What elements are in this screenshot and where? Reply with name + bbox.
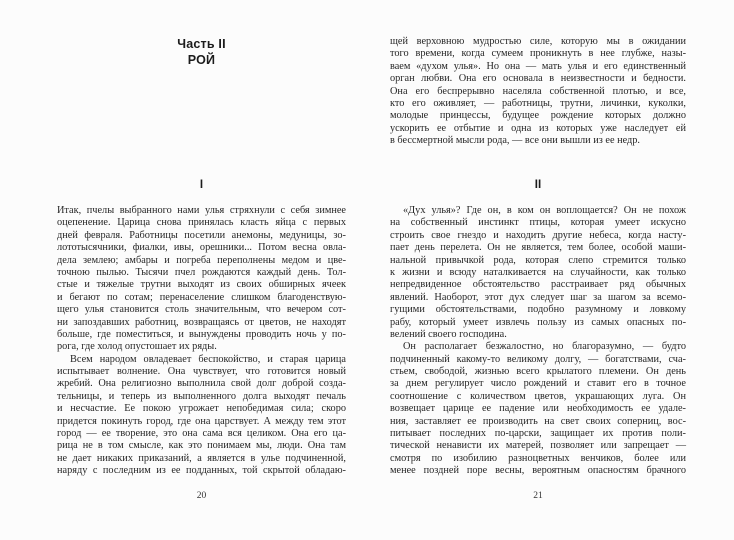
part-title: РОЙ (187, 53, 216, 67)
text-line: соотношение с количеством цветов, украшающих луга. Он (390, 390, 686, 402)
text-line: город — ее творение, это она сама вся целиком. Она его ца- (57, 428, 346, 440)
text-line: больше, где поместиться, и вынуждены проводить ночь у по- (57, 328, 346, 340)
text-line: дела землею; амбары и погреба переполнены медом и цве- (57, 254, 346, 266)
text-line: и бегают по сотам; перенаселение слишком благоденствую- (57, 291, 346, 303)
part-label: Часть II (177, 37, 226, 51)
text-line: Всем народом овладевает беспокойство, и старая царица (70, 353, 346, 365)
section-numeral-left: I (199, 179, 204, 191)
text-line: непредвиденное обстоятельство расстраивает ряд обычных (390, 279, 686, 291)
text-line: пает день перелета. Он не является, тем более, особой маши- (390, 242, 686, 254)
text-line: гущими обстоятельствами, подобно разумному и ловкому (390, 304, 686, 316)
part-heading (57, 36, 346, 68)
text-line: строить свое гнездо и находить другие небеса, когда насту- (390, 229, 686, 241)
text-line: не дает никаких приказаний, а является в улье подчиненной, (57, 452, 346, 464)
text-line: подчиненный какому-то великому долгу, — богатствами, сча- (390, 353, 686, 365)
text-line: щего улья становится столь значительным, что вечером сот- (57, 304, 346, 316)
left-page-body (57, 205, 346, 478)
text-line: испытывает волнение. Она чувствует, что готовится новый (57, 366, 346, 378)
text-line: менее поздней поре весны, вероятным опасностям брачного (390, 465, 686, 477)
left-page (57, 0, 346, 540)
text-line: рога, где холод опустошает их ряды. (57, 341, 217, 353)
text-line: «Дух улья»? Где он, в ком он воплощается? Он не похож (403, 205, 686, 216)
text-line: орган любви. Она его основала в неизвестности и бедности. (390, 73, 686, 85)
right-page-body-top (390, 36, 686, 148)
text-line: наряду с последним из ее подданных, той скрытой обладаю- (57, 465, 346, 477)
text-line: ваем «духом улья». Но она — мать улья и его единственный (390, 60, 686, 72)
text-line: Итак, пчелы выбранного нами улья стряхнули с себя зимнее (57, 205, 346, 216)
text-line: лототысячники, фиалки, ивы, орешники... Потом весна овла- (57, 242, 346, 254)
text-line: тельницы, и теперь из выполненного долга выходят печаль (57, 390, 346, 402)
text-line: к жизни и всюду наталкивается на случайности, как только (390, 266, 686, 278)
right-page-body-main (390, 205, 686, 478)
text-line: ни запоздавших работниц, возвращаясь от цветов, не находят (57, 316, 346, 328)
text-line: придется покинуть город, где она царствует. А между тем этот (57, 415, 346, 427)
page-number-right: 21 (533, 491, 543, 501)
text-line: точною пылью. Тысячи пчел рождаются каждый день. Тол- (57, 266, 346, 278)
text-line: молодые принцессы, будущее рождение которых должно (390, 110, 686, 122)
text-line: кто его оживляет, — работницы, трутни, личинки, куколки, (390, 97, 686, 109)
text-line: возвещает царице ее падение или необходимость ее удале- (390, 403, 686, 415)
text-line: рица не в том смысле, как это понимаем мы, люди. Она там (57, 440, 346, 452)
text-line: Она его беспрерывно населяла собственной плотью, и все, (390, 85, 686, 97)
right-page (390, 0, 686, 540)
text-line: ускорить ее отбытие и одна из которых уже наследует ей (390, 122, 686, 134)
text-line: ния, заставляет ее производить на свет своих соперниц, вос- (390, 415, 686, 427)
text-line: жребий. Она религиозно выполнила свой долг доброй созда- (57, 378, 346, 390)
text-line: стые и тяжелые трутни выходят из своих обширных ячеек (57, 279, 346, 291)
text-line: щей верховною мудростью силе, которую мы в ожидании (390, 36, 686, 47)
text-line: оцепенение. Царица снова принялась класть яйца с первых (57, 217, 346, 229)
text-line: дней февраля. Работницы посетили анемоны, медуницы, зо- (57, 229, 346, 241)
text-line: того времени, когда сумеем проникнуть в нее глубже, назы- (390, 48, 686, 60)
text-line: на собственный инстинкт птицы, которая умеет искусно (390, 217, 686, 229)
text-line: смотря по изобилию разноцветных венчиков, более или (390, 452, 686, 464)
text-line: нальной привычкой рода, которая слепо стремится только (390, 254, 686, 266)
text-line: питывает последних по-царски, защищает их против поли- (390, 428, 686, 440)
text-line: в бессмертной мысли рода, — все они вышли из ее недр. (390, 135, 640, 147)
text-line: велений своего господина. (390, 328, 507, 340)
section-numeral-right: II (534, 179, 542, 191)
text-line: стьем, свободой, жизнью всего крылатого племени. Он день (390, 366, 686, 378)
text-line: явлений. Наоборот, этот дух следует шаг за шагом за всемо- (390, 291, 686, 303)
text-line: тической ненависти их матерей, позволяет или запрещает — (390, 440, 686, 452)
text-line: и несчастие. Ее покою угрожает непобедимая сила; скоро (57, 403, 346, 415)
page-number-left: 20 (196, 491, 207, 501)
text-line: рабу, который умеет извлечь пользу из самых опасных по- (390, 316, 686, 328)
text-line: Он располагает безжалостно, но благоразумно, — будто (403, 341, 686, 353)
text-line: за днем регулирует число рождений и ставит его в точное (390, 378, 686, 390)
